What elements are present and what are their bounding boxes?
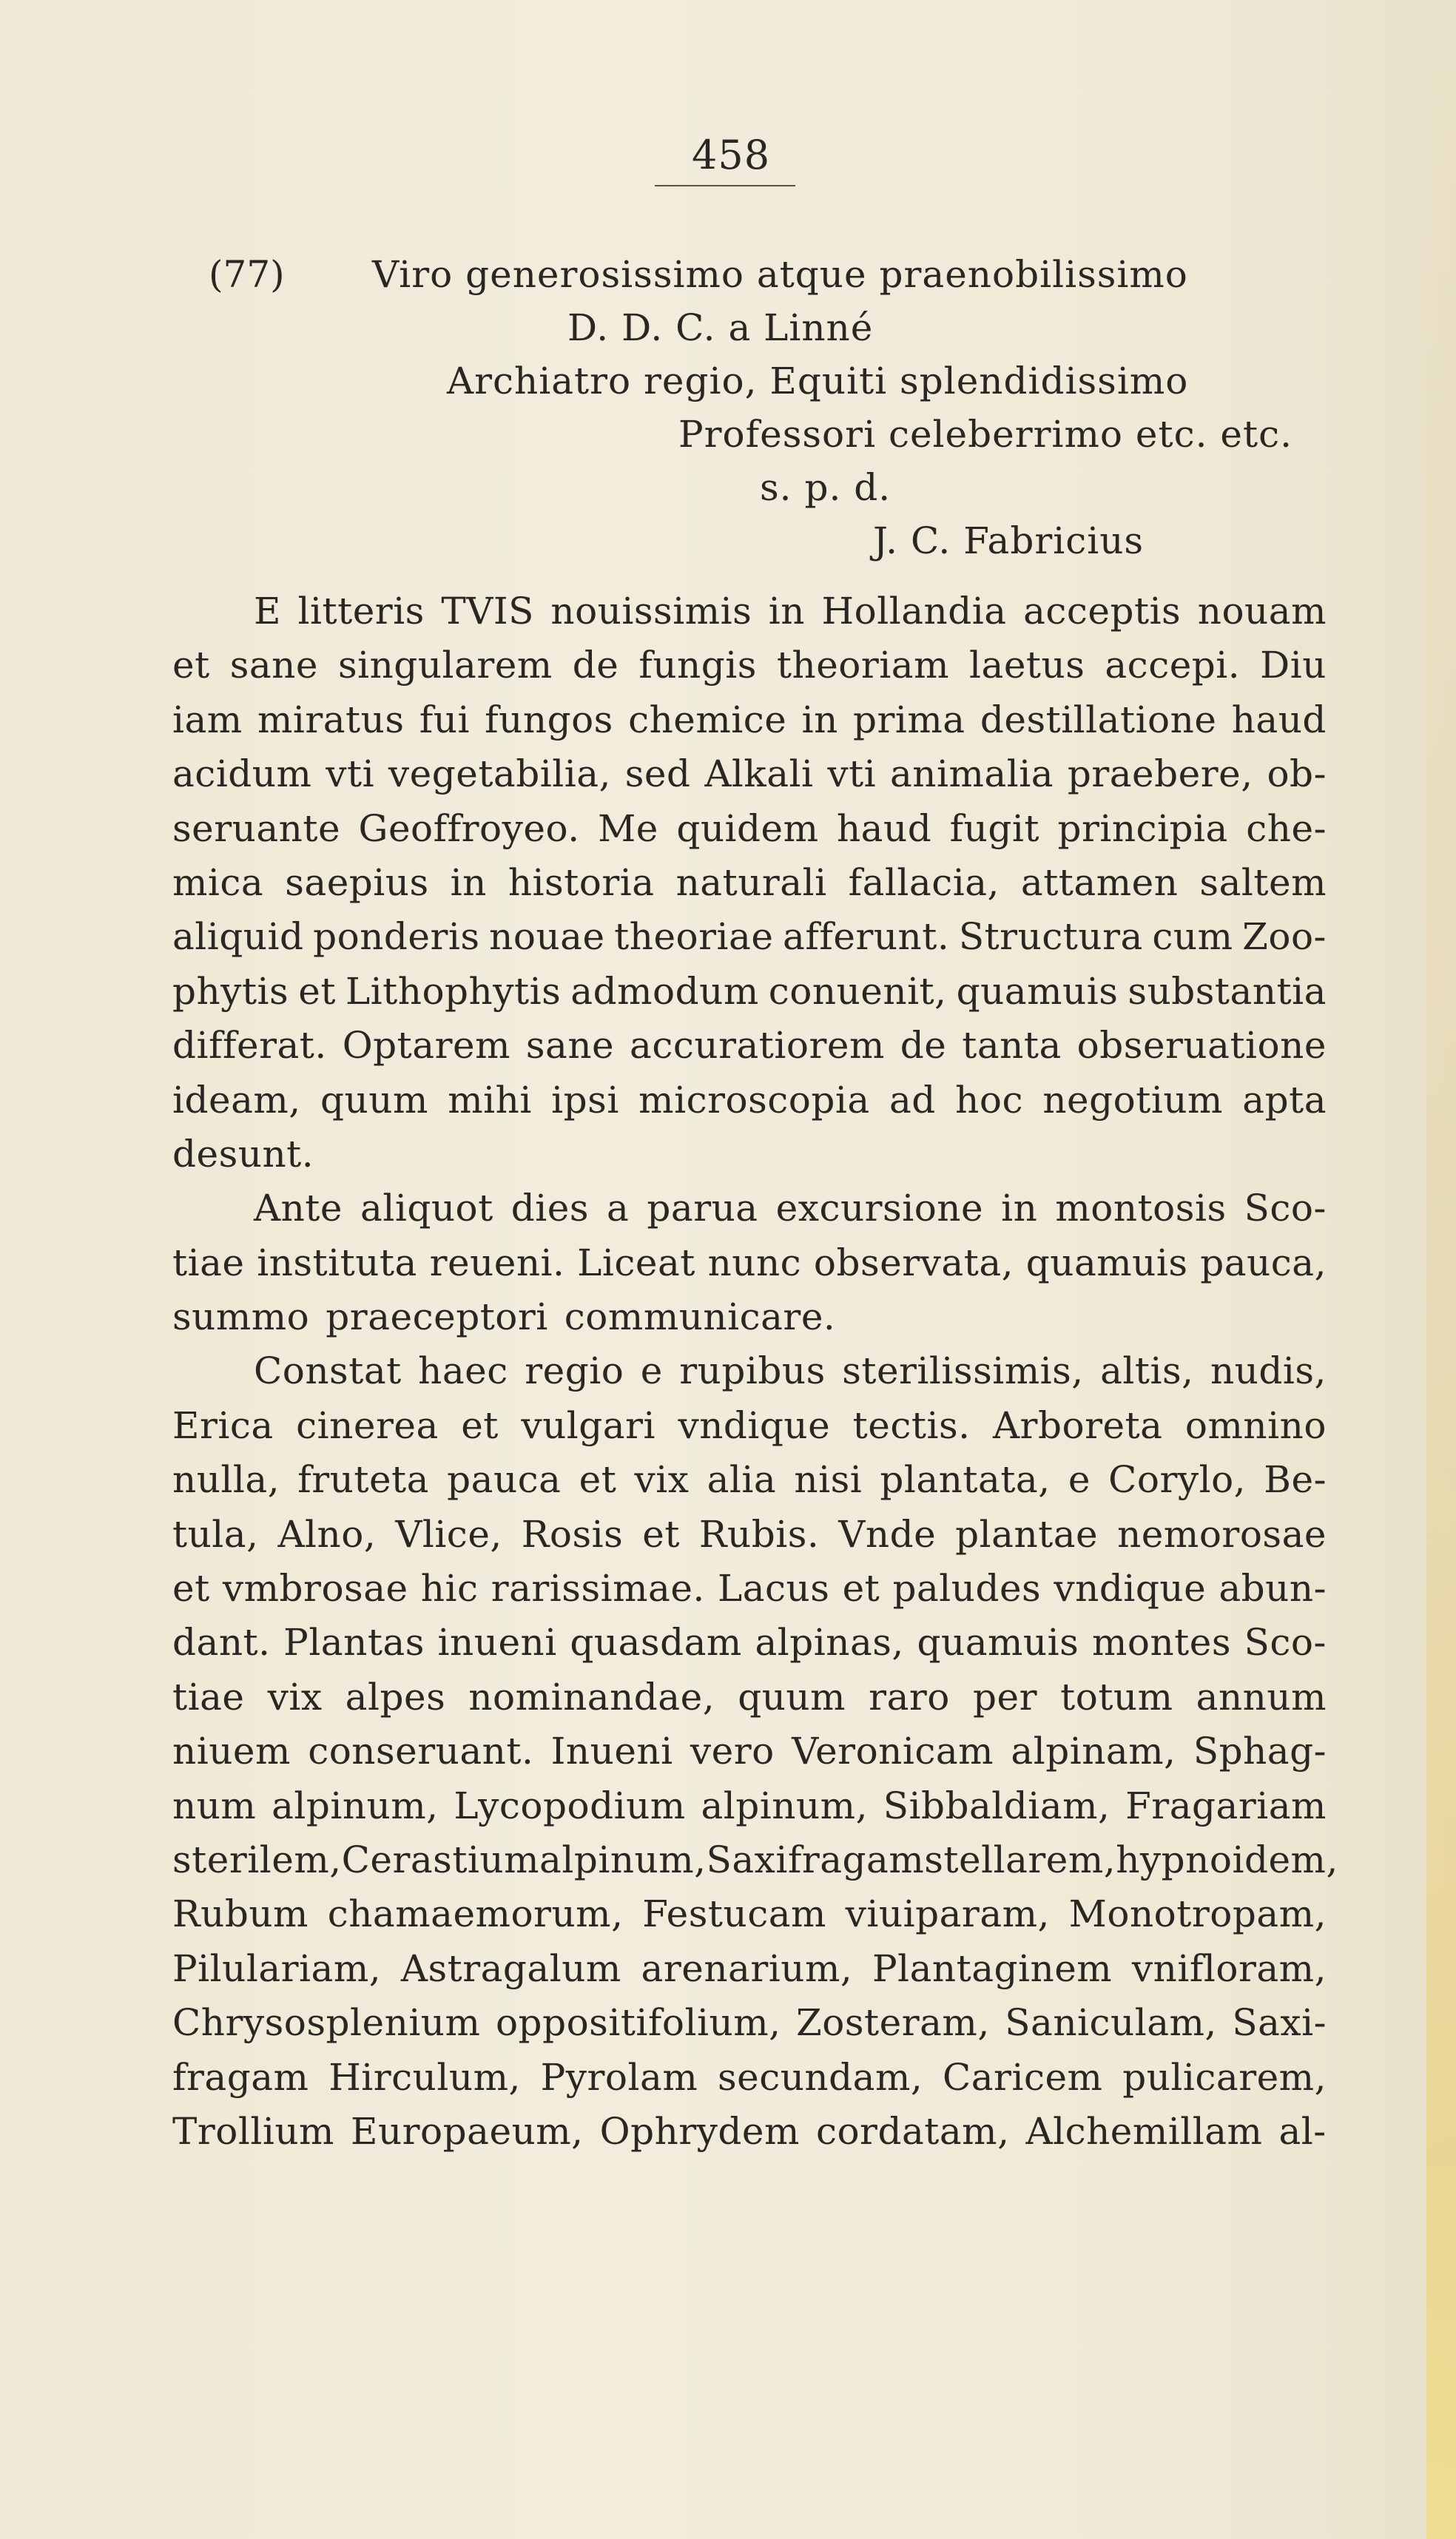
heading-line: Professori celeberrimo etc. etc.: [678, 413, 1292, 456]
text-line: et vmbrosae hic rarissimae. Lacus et paludes vndique abun-: [172, 1567, 1327, 1611]
text-line: tiae instituta reueni. Liceat nunc observata, quamuis pauca,: [172, 1241, 1327, 1284]
text-line: Rubum chamaemorum, Festucam viuiparam, Monotropam,: [172, 1892, 1327, 1936]
text-line: aliquid ponderis nouae theoriae afferunt. Structura cum Zoo-: [172, 915, 1327, 959]
text-line: niuem conseruant. Inueni vero Veronicam alpinam, Sphag-: [172, 1730, 1327, 1773]
text-line: E litteris TVIS nouissimis in Hollandia acceptis nouam: [254, 590, 1327, 633]
heading-line: D. D. C. a Linné: [567, 306, 874, 349]
letter-body: [172, 584, 1338, 2159]
text-line: Erica cinerea et vulgari vndique tectis. Arboreta omnino: [172, 1403, 1327, 1447]
text-line: Chrysosplenium oppositifolium, Zosteram, Saniculam, Saxi-: [172, 2001, 1327, 2045]
text-line: desunt.: [172, 1132, 314, 1176]
heading-line: Viro generosissimo atque praenobilissimo: [372, 253, 1188, 296]
text-line: summo praeceptori communicare.: [172, 1295, 836, 1339]
text-line: Trollium Europaeum, Ophrydem cordatam, Alchemillam al-: [172, 2109, 1327, 2153]
text-line: Ante aliquot dies a parua excursione in montosis Sco-: [254, 1187, 1327, 1230]
heading-line: s. p. d.: [760, 466, 892, 509]
text-line: num alpinum, Lycopodium alpinum, Sibbaldiam, Fragariam: [172, 1784, 1327, 1827]
heading-line: Archiatro regio, Equiti splendidissimo: [447, 360, 1189, 402]
text-line: fragam Hirculum, Pyrolam secundam, Caricem pulicarem,: [172, 2055, 1327, 2099]
text-line: ideam, quum mihi ipsi microscopia ad hoc negotium apta: [172, 1078, 1327, 1122]
text-line: differat. Optarem sane accuratiorem de tanta obseruatione: [172, 1024, 1327, 1068]
text-line: dant. Plantas inueni quasdam alpinas, quamuis montes Sco-: [172, 1621, 1327, 1665]
text-line: sterilem, Cerastium alpinum, Saxifragam stellarem, hypnoidem,: [172, 1838, 1338, 1881]
heading-line: J. C. Fabricius: [873, 519, 1145, 562]
page-number: 458: [692, 132, 771, 178]
text-line: phytis et Lithophytis admodum conuenit, quamuis substantia: [172, 969, 1327, 1013]
text-line: tiae vix alpes nominandae, quum raro per totum annum: [172, 1675, 1327, 1719]
text-line: nulla, fruteta pauca et vix alia nisi plantata, e Corylo, Be-: [172, 1458, 1327, 1502]
text-line: Pilulariam, Astragalum arenarium, Plantaginem vnifloram,: [172, 1946, 1327, 1990]
letter-number-tag: (77): [209, 253, 285, 296]
text-line: et sane singularem de fungis theoriam laetus accepi. Diu: [172, 644, 1327, 687]
page-number-rule: [655, 185, 795, 186]
text-line: iam miratus fui fungos chemice in prima destillatione haud: [172, 698, 1327, 741]
text-line: Constat haec regio e rupibus sterilissimis, altis, nudis,: [254, 1349, 1327, 1393]
text-line: mica saepius in historia naturali fallacia, attamen saltem: [172, 860, 1327, 904]
text-line: tula, Alno, Vlice, Rosis et Rubis. Vnde plantae nemorosae: [172, 1512, 1327, 1556]
text-line: seruante Geoffroyeo. Me quidem haud fugit principia che-: [172, 806, 1327, 850]
text-line: acidum vti vegetabilia, sed Alkali vti animalia praebere, ob-: [172, 752, 1327, 796]
page-edge-stain: [1426, 0, 1456, 2539]
